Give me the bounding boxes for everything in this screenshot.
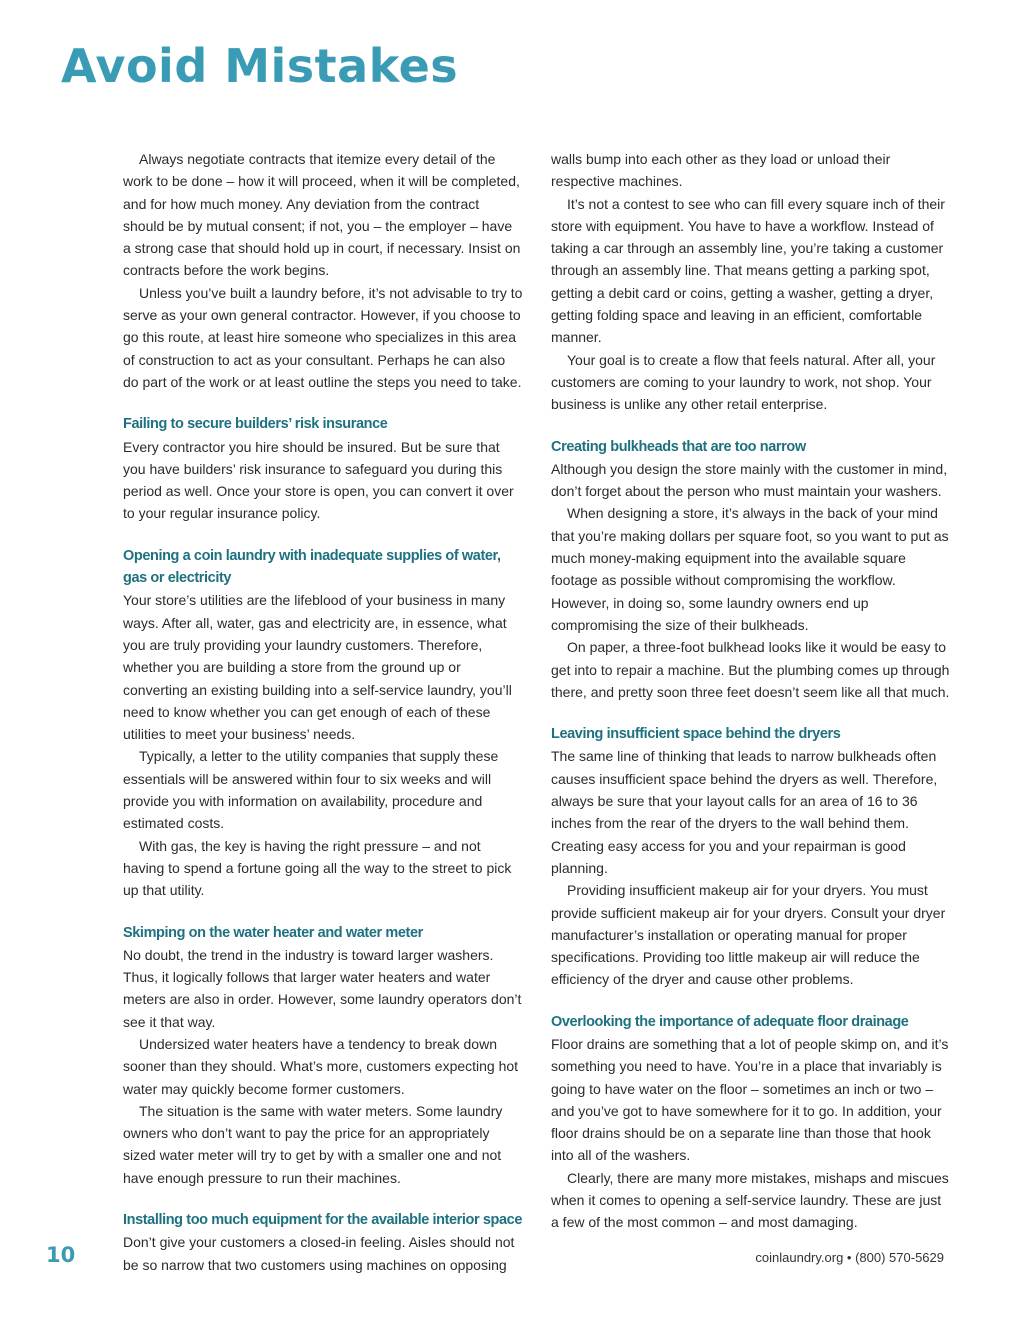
paragraph: walls bump into each other as they load or unload their respective machines.: [551, 151, 891, 190]
footer-contact: coinlaundry.org • (800) 570-5629: [755, 1250, 944, 1265]
left-column: [123, 148, 523, 1276]
section-heading: Skimping on the water heater and water meter: [123, 924, 423, 941]
section-heading: Opening a coin laundry with inadequate supplies of water, gas or electricity: [123, 547, 501, 587]
paragraph: Your store’s utilities are the lifeblood of your business in many ways. After all, water, gas and electricity are, in essence, what you are truly providing your laundry customers. Therefore, whether you are building a store from the ground up or converting an existing building into a self-service laundry, you’ll need to know whether you can get enough of each of these utilities to meet your business’ needs.: [123, 592, 512, 743]
page-title: Avoid Mistakes: [61, 39, 459, 93]
paragraph: Always negotiate contracts that itemize every detail of the work to be done – how it will proceed, when it will be completed, and for how much money. Any deviation from the contract should be by mutual consent; if not, you – the employer – have a strong case that should hold up in court, if necessary. Insist on contracts before the work begins.: [123, 151, 521, 279]
paragraph: Typically, a letter to the utility companies that supply these essentials will be answered within four to six weeks and will provide you with information on availability, procedure and estimated costs.: [123, 748, 499, 832]
paragraph: No doubt, the trend in the industry is toward larger washers. Thus, it logically follows that larger water heaters and water meters are also in order. However, some laundry operators don’t see it that way.: [123, 946, 522, 1030]
right-column: [551, 148, 951, 1234]
paragraph: The situation is the same with water meters. Some laundry owners who don’t want to pay the price for an appropriately sized water meter will try to get by with a smaller one and not have enough pressure to run their machines.: [123, 1102, 503, 1186]
paragraph: Floor drains are something that a lot of people skimp on, and it’s something you need to have. You’re in a place that invariably is going to have water on the floor – sometimes an inch or two – and you’ve got to have somewhere for it to go. In addition, your floor drains should be on a separate line than those that hook into all of the washers.: [551, 1035, 949, 1164]
paragraph: Your goal is to create a flow that feels natural. After all, your customers are coming to your laundry to work, not shop. Your business is unlike any other retail enterprise.: [551, 351, 936, 413]
paragraph: Providing insufficient makeup air for your dryers. You must provide sufficient makeup air for your dryers. Consult your dryer manufacturer’s installation or operating manual for proper specifications. Providing too little makeup air will reduce the efficiency of the dryer and cause other problems.: [551, 882, 946, 988]
paragraph: Don’t give your customers a closed-in feeling. Aisles should not be so narrow that two customers using machines on opposing: [123, 1234, 515, 1273]
section-heading: Creating bulkheads that are too narrow: [551, 438, 806, 455]
paragraph: Unless you’ve built a laundry before, it’s not advisable to try to serve as your own general contractor. However, if you choose to go this route, at least hire someone who specializes in this area of construction to act as your consultant. Perhaps he can also do part of the work or at least outline the steps you need to take.: [123, 284, 523, 390]
section-heading: Leaving insufficient space behind the dryers: [551, 726, 841, 743]
section-heading: Failing to secure builders’ risk insurance: [123, 416, 388, 433]
paragraph: The same line of thinking that leads to narrow bulkheads often causes insufficient space behind the dryers as well. Therefore, always be sure that your layout calls for an area of 16 to 36 inches from the rear of the dryers to the wall behind them. Creating easy access for you and your repairman is good planning.: [551, 748, 938, 876]
paragraph: Undersized water heaters have a tendency to break down sooner than they should. What’s more, customers expecting hot water may quickly become former customers.: [123, 1035, 519, 1097]
paragraph: Although you design the store mainly with the customer in mind, don’t forget about the person who must maintain your washers.: [551, 460, 948, 500]
section-heading: Installing too much equipment for the available interior space: [123, 1212, 522, 1229]
paragraph: With gas, the key is having the right pressure – and not having to spend a fortune going all the way to the street to pick up that utility.: [123, 837, 512, 899]
section-heading: Overlooking the importance of adequate floor drainage: [551, 1013, 909, 1030]
paragraph: Every contractor you hire should be insured. But be sure that you have builders’ risk insurance to safeguard you during this period as well. Once your store is open, you can convert it over to your regular insurance policy.: [123, 438, 514, 522]
paragraph: Clearly, there are many more mistakes, mishaps and miscues when it comes to opening a self-service laundry. These are just a few of the most common – and most damaging.: [551, 1169, 949, 1231]
page-number: 10: [46, 1243, 76, 1267]
paragraph: When designing a store, it’s always in the back of your mind that you’re making dollars per square foot, so you want to put as much money-making equipment into the available square footage as possible without compromising the workflow. However, in doing so, some laundry owners end up compromising the size of their bulkheads.: [551, 505, 949, 633]
paragraph: It’s not a contest to see who can fill every square inch of their store with equipment. You have to have a workflow. Instead of taking a car through an assembly line, you’re taking a customer through an assembly line. That means getting a parking spot, getting a debit card or coins, getting a washer, getting a dryer, getting folding space and leaving in an efficient, comfortable manner.: [551, 195, 945, 346]
paragraph: On paper, a three-foot bulkhead looks like it would be easy to get into to repair a machine. But the plumbing comes up through there, and pretty soon three feet doesn’t seem like all that much.: [551, 639, 950, 700]
